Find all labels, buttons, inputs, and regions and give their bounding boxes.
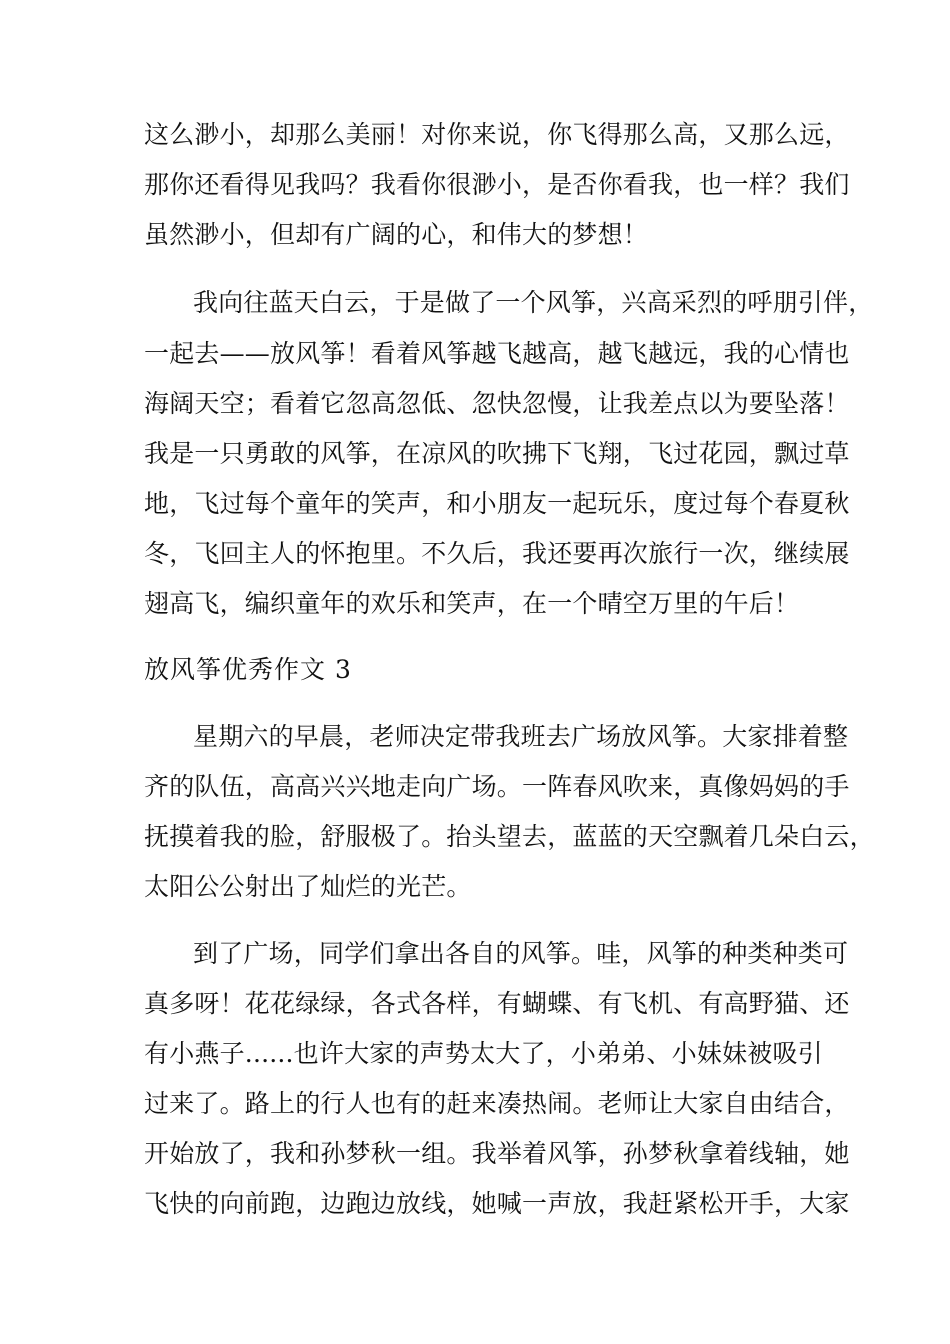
paragraph-4-line-4: 过来了。路上的行人也有的赶来凑热闹。老师让大家自由结合，: [144, 1089, 850, 1118]
paragraph-2-line-4: 我是一只勇敢的风筝，在凉风的吹拂下飞翔，飞过花园，飘过草: [144, 439, 850, 468]
paragraph-1-line-2: 那你还看得见我吗？我看你很渺小，是否你看我，也一样？我们: [144, 170, 850, 199]
paragraph-4-line-3: 有小燕子......也许大家的声势太大了，小弟弟、小妹妹被吸引: [144, 1039, 823, 1068]
paragraph-4-line-1: 到了广场，同学们拿出各自的风筝。哇，风筝的种类种类可: [193, 939, 849, 968]
section-heading: 放风筝优秀作文 3: [144, 655, 352, 684]
paragraph-3-line-4: 太阳公公射出了灿烂的光芒。: [144, 872, 472, 901]
paragraph-2-line-1: 我向往蓝天白云，于是做了一个风筝，兴高采烈的呼朋引伴，: [193, 288, 874, 317]
paragraph-1-line-3: 虽然渺小，但却有广阔的心，和伟大的梦想！: [144, 220, 649, 249]
paragraph-4-line-5: 开始放了，我和孙梦秋一组。我举着风筝，孙梦秋拿着线轴，她: [144, 1139, 850, 1168]
paragraph-4-line-6: 飞快的向前跑，边跑边放线，她喊一声放，我赶紧松开手，大家: [144, 1189, 850, 1218]
paragraph-2-line-7: 翅高飞，编织童年的欢乐和笑声，在一个晴空万里的午后！: [144, 589, 800, 618]
paragraph-4-line-2: 真多呀！花花绿绿，各式各样，有蝴蝶、有飞机、有高野猫、还: [144, 989, 850, 1018]
paragraph-2-line-5: 地，飞过每个童年的笑声，和小朋友一起玩乐，度过每个春夏秋: [144, 489, 850, 518]
paragraph-3-line-3: 抚摸着我的脸，舒服极了。抬头望去，蓝蓝的天空飘着几朵白云，: [144, 822, 875, 851]
paragraph-2-line-2: 一起去——放风筝！看着风筝越飞越高，越飞越远，我的心情也: [144, 339, 850, 368]
paragraph-1-line-1: 这么渺小，却那么美丽！对你来说，你飞得那么高，又那么远，: [144, 120, 850, 149]
paragraph-3-line-2: 齐的队伍，高高兴兴地走向广场。一阵春风吹来，真像妈妈的手: [144, 772, 850, 801]
paragraph-3-line-1: 星期六的早晨，老师决定带我班去广场放风筝。大家排着整: [193, 722, 849, 751]
paragraph-2-line-3: 海阔天空；看着它忽高忽低、忽快忽慢，让我差点以为要坠落！: [144, 389, 850, 418]
paragraph-2-line-6: 冬，飞回主人的怀抱里。不久后，我还要再次旅行一次，继续展: [144, 539, 850, 568]
